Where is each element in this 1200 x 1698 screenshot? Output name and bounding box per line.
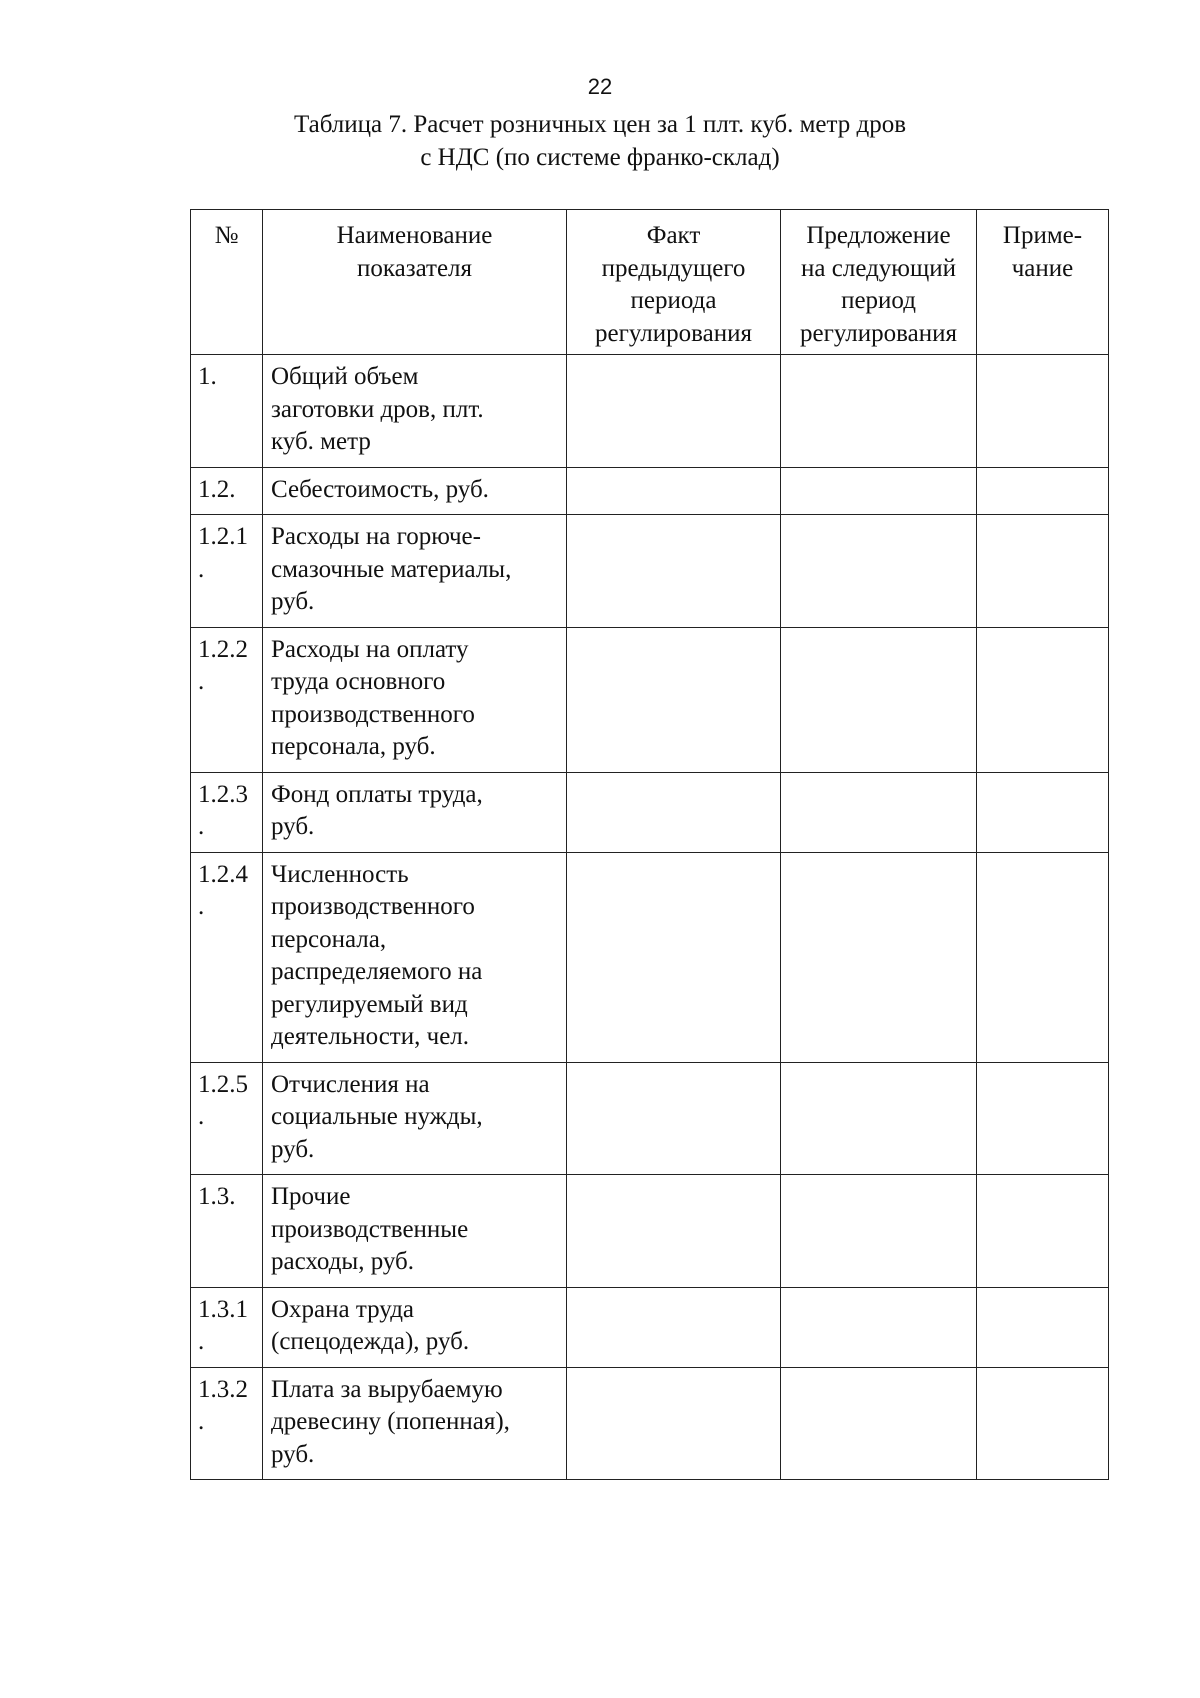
- table-row: [191, 1287, 1109, 1367]
- row-number-cell: [191, 467, 263, 515]
- row-number-line: 1.3.2: [198, 1375, 248, 1403]
- row-number-line: .: [198, 668, 205, 695]
- row-number-line: 1.3.1: [198, 1295, 248, 1323]
- header-line: периода: [630, 287, 717, 314]
- row-indicator-name-line: труда основного: [271, 668, 446, 695]
- header-number-label: №: [214, 222, 239, 249]
- row-number-line: 1.2.3: [198, 780, 248, 808]
- row-next-proposal-cell: [781, 515, 977, 628]
- row-indicator-name-line: распределяемого на: [271, 958, 483, 985]
- header-line: Наименование: [336, 222, 493, 249]
- row-number-cell: [191, 627, 263, 772]
- row-indicator-name-cell: [263, 1287, 567, 1367]
- row-indicator-name-cell: [263, 627, 567, 772]
- row-note-cell: [977, 1175, 1109, 1288]
- row-number-line: .: [198, 1328, 205, 1355]
- header-line: Факт: [646, 222, 701, 249]
- table-row: [191, 1367, 1109, 1480]
- row-indicator-name-line: расходы, руб.: [271, 1248, 415, 1275]
- row-indicator-name-line: древесину (попенная),: [271, 1408, 510, 1435]
- row-indicator-name-cell: [263, 852, 567, 1062]
- row-previous-fact-cell: [567, 1062, 781, 1175]
- row-indicator-name-line: персонала,: [271, 925, 387, 953]
- row-next-proposal-cell: [781, 1367, 977, 1480]
- table-title: [0, 108, 1200, 174]
- row-indicator-name-line: регулируемый вид: [271, 990, 468, 1018]
- row-previous-fact-cell: [567, 1175, 781, 1288]
- table-row: [191, 467, 1109, 515]
- row-next-proposal-cell: [781, 1287, 977, 1367]
- row-note-cell: [977, 355, 1109, 468]
- table-row: [191, 1062, 1109, 1175]
- row-next-proposal-cell: [781, 852, 977, 1062]
- row-number-line: .: [198, 813, 205, 840]
- row-indicator-name-line: руб.: [271, 588, 315, 615]
- row-indicator-name-line: руб.: [271, 813, 315, 840]
- header-line: чание: [1011, 254, 1074, 282]
- table-row: [191, 627, 1109, 772]
- row-indicator-name-line: заготовки дров, плт.: [271, 395, 484, 423]
- row-indicator-name-line: Общий объем: [271, 363, 419, 390]
- row-indicator-name-line: Прочие: [271, 1183, 351, 1210]
- header-line: предыдущего: [601, 254, 746, 282]
- row-indicator-name-line: Фонд оплаты труда,: [271, 780, 483, 808]
- row-next-proposal-cell: [781, 627, 977, 772]
- table-title-line-1: Таблица 7. Расчет розничных цен за 1 плт. куб. метр дров: [293, 111, 907, 138]
- row-previous-fact-cell: [567, 1287, 781, 1367]
- row-indicator-name-line: Численность: [271, 860, 409, 888]
- row-number-line: 1.2.1: [198, 523, 248, 550]
- header-indicator-name: [263, 210, 567, 355]
- row-number-cell: [191, 1062, 263, 1175]
- row-indicator-name-line: куб. метр: [271, 428, 371, 455]
- row-note-cell: [977, 467, 1109, 515]
- header-line: показателя: [356, 254, 473, 282]
- row-indicator-name-line: персонала, руб.: [271, 733, 436, 760]
- row-note-cell: [977, 772, 1109, 852]
- header-line: регулирования: [800, 319, 957, 347]
- row-indicator-name-line: Охрана труда: [271, 1295, 415, 1323]
- row-number-line: .: [198, 1408, 205, 1435]
- row-number-line: 1.3.: [198, 1183, 236, 1210]
- row-number-cell: [191, 515, 263, 628]
- row-number-line: .: [198, 555, 205, 583]
- row-previous-fact-cell: [567, 467, 781, 515]
- price-calculation-table: [190, 209, 1109, 1480]
- row-indicator-name-line: деятельности, чел.: [271, 1023, 470, 1050]
- row-note-cell: [977, 627, 1109, 772]
- row-number-line: 1.2.4: [198, 860, 248, 888]
- row-indicator-name-line: руб.: [271, 1135, 315, 1163]
- row-number-cell: [191, 1287, 263, 1367]
- row-next-proposal-cell: [781, 1062, 977, 1175]
- row-note-cell: [977, 852, 1109, 1062]
- row-next-proposal-cell: [781, 355, 977, 468]
- row-previous-fact-cell: [567, 515, 781, 628]
- row-note-cell: [977, 515, 1109, 628]
- row-previous-fact-cell: [567, 772, 781, 852]
- row-number-line: 1.2.2: [198, 635, 248, 663]
- row-number-cell: [191, 1175, 263, 1288]
- row-indicator-name-line: производственного: [271, 893, 475, 920]
- row-number-cell: [191, 852, 263, 1062]
- row-indicator-name-line: производственные: [271, 1215, 469, 1243]
- row-previous-fact-cell: [567, 355, 781, 468]
- row-note-cell: [977, 1287, 1109, 1367]
- header-line: регулирования: [595, 319, 752, 347]
- row-indicator-name-line: Отчисления на: [271, 1070, 430, 1098]
- header-line: период: [841, 287, 916, 314]
- row-indicator-name-line: производственного: [271, 700, 475, 728]
- row-indicator-name-line: руб.: [271, 1440, 315, 1468]
- table-row: [191, 772, 1109, 852]
- header-number: [191, 210, 263, 355]
- table-header-row: [191, 210, 1109, 355]
- row-indicator-name-cell: [263, 467, 567, 515]
- row-number-line: .: [198, 1103, 205, 1130]
- row-indicator-name-cell: [263, 355, 567, 468]
- row-number-cell: [191, 1367, 263, 1480]
- header-note: [977, 210, 1109, 355]
- row-number-cell: [191, 772, 263, 852]
- row-next-proposal-cell: [781, 1175, 977, 1288]
- page-number: 22: [587, 74, 613, 99]
- row-indicator-name-line: смазочные материалы,: [271, 555, 512, 583]
- row-previous-fact-cell: [567, 627, 781, 772]
- table-row: [191, 1175, 1109, 1288]
- row-note-cell: [977, 1367, 1109, 1480]
- row-previous-fact-cell: [567, 1367, 781, 1480]
- row-indicator-name-line: (спецодежда), руб.: [271, 1328, 470, 1355]
- row-indicator-name-line: Расходы на горюче-: [271, 523, 481, 550]
- header-line: на следующий: [801, 254, 956, 282]
- table-row: [191, 355, 1109, 468]
- row-number-line: 1.2.: [198, 475, 236, 503]
- row-number-cell: [191, 355, 263, 468]
- header-next-proposal: [781, 210, 977, 355]
- row-number-line: .: [198, 893, 205, 920]
- table-body: [191, 355, 1109, 1480]
- header-previous-fact: [567, 210, 781, 355]
- row-indicator-name-line: Плата за вырубаемую: [271, 1375, 503, 1403]
- header-line: Предложение: [806, 222, 951, 249]
- table-title-line-2: с НДС (по системе франко-склад): [420, 144, 780, 171]
- table-row: [191, 852, 1109, 1062]
- row-note-cell: [977, 1062, 1109, 1175]
- row-indicator-name-line: социальные нужды,: [271, 1103, 483, 1130]
- row-indicator-name-line: Себестоимость, руб.: [271, 475, 489, 503]
- row-number-line: 1.2.5: [198, 1070, 248, 1098]
- row-indicator-name-cell: [263, 1367, 567, 1480]
- row-indicator-name-line: Расходы на оплату: [271, 635, 469, 663]
- row-next-proposal-cell: [781, 772, 977, 852]
- row-indicator-name-cell: [263, 772, 567, 852]
- header-line: Приме-: [1002, 222, 1083, 249]
- row-number-line: 1.: [198, 363, 217, 390]
- table-row: [191, 515, 1109, 628]
- row-next-proposal-cell: [781, 467, 977, 515]
- row-indicator-name-cell: [263, 515, 567, 628]
- row-indicator-name-cell: [263, 1062, 567, 1175]
- row-indicator-name-cell: [263, 1175, 567, 1288]
- row-previous-fact-cell: [567, 852, 781, 1062]
